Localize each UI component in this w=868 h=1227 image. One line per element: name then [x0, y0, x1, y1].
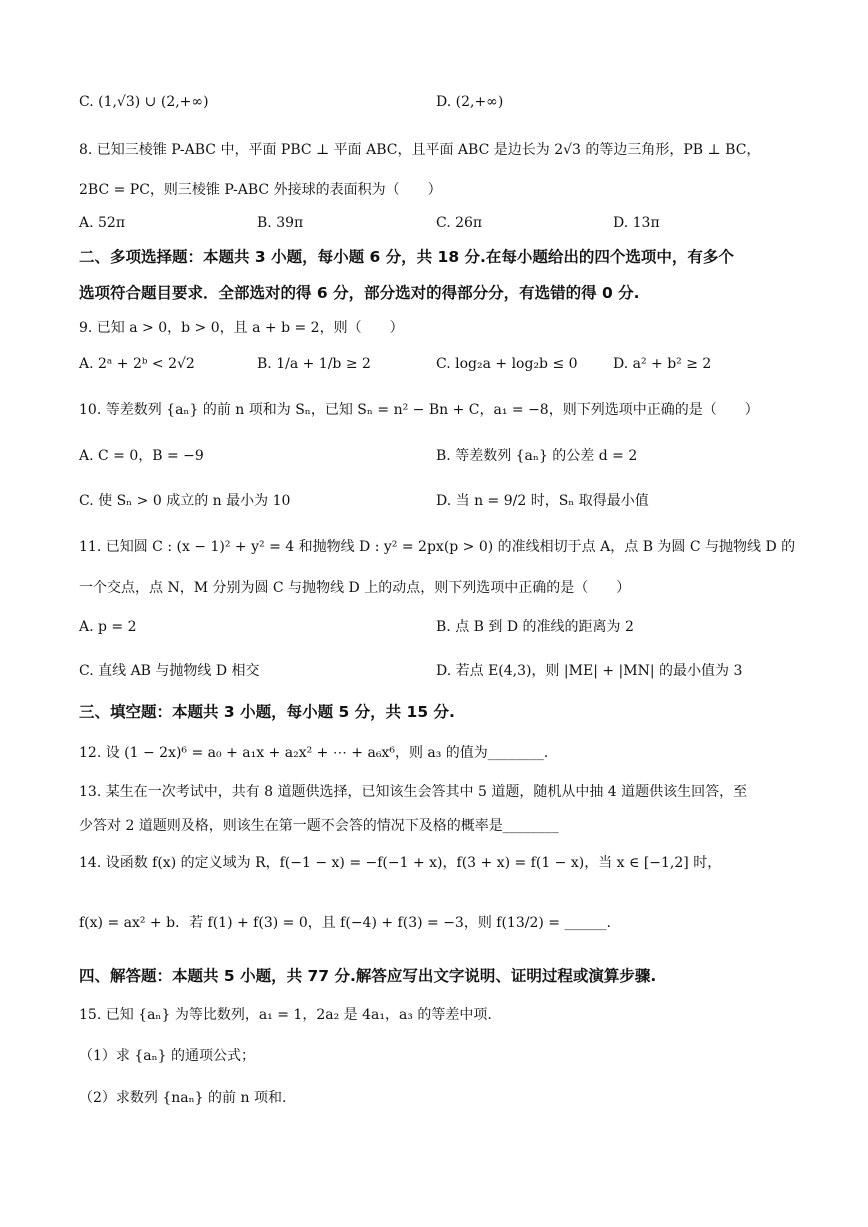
q9-option-d: D. a² + b² ≥ 2 [613, 356, 712, 372]
q13-text-line2: 少答对 2 道题则及格，则该生在第一题不会答的情况下及格的概率是________ [79, 818, 559, 834]
section3-heading: 三、填空题：本题共 3 小题，每小题 5 分，共 15 分. [79, 703, 455, 721]
q11-option-b: B. 点 B 到 D 的准线的距离为 2 [436, 619, 634, 635]
q11-option-d: D. 若点 E(4,3)，则 |ME| + |MN| 的最小值为 3 [436, 663, 743, 679]
q9-text: 9. 已知 a > 0，b > 0，且 a + b = 2，则（ ） [79, 320, 404, 336]
q8-option-d: D. 13π [613, 215, 660, 231]
q8-text-line2: 2BC = PC，则三棱锥 P-ABC 外接球的表面积为（ ） [79, 182, 442, 198]
q11-option-c: C. 直线 AB 与抛物线 D 相交 [79, 663, 260, 679]
q10-text: 10. 等差数列 {aₙ} 的前 n 项和为 Sₙ，已知 Sₙ = n² − Bn + C，a₁ = −8，则下列选项中正确的是（ ） [79, 402, 759, 418]
q15-text: 15. 已知 {aₙ} 为等比数列，a₁ = 1，2a₂ 是 4a₁，a₃ 的等差中项. [79, 1007, 492, 1023]
q9-option-b: B. 1/a + 1/b ≥ 2 [257, 356, 371, 372]
q7-option-d: D. (2,+∞) [436, 94, 504, 110]
q12-text: 12. 设 (1 − 2x)⁶ = a₀ + a₁x + a₂x² + ⋯ + a₆x⁶，则 a₃ 的值为________. [79, 745, 549, 761]
q10-option-b: B. 等差数列 {aₙ} 的公差 d = 2 [436, 448, 638, 464]
q15-part2: （2）求数列 {naₙ} 的前 n 项和. [79, 1090, 287, 1106]
q8-text-line1: 8. 已知三棱锥 P-ABC 中，平面 PBC ⊥ 平面 ABC，且平面 ABC 是边长为 2√3 的等边三角形，PB ⊥ BC， [79, 142, 761, 158]
q11-text-line2: 一个交点，点 N，M 分别为圆 C 与抛物线 D 上的动点，则下列选项中正确的是（ ） [79, 580, 631, 596]
q8-option-a: A. 52π [79, 215, 126, 231]
q8-option-c: C. 26π [436, 215, 483, 231]
q10-option-d: D. 当 n = 9/2 时，Sₙ 取得最小值 [436, 493, 649, 509]
section2-heading-line2: 选项符合题目要求．全部选对的得 6 分，部分选对的得部分分，有选错的得 0 分. [79, 284, 640, 302]
q14-text-line2: f(x) = ax² + b．若 f(1) + f(3) = 0，且 f(−4) + f(3) = −3，则 f(13/2) = ______. [79, 915, 611, 931]
q10-option-c: C. 使 Sₙ > 0 成立的 n 最小为 10 [79, 493, 291, 509]
q8-option-b: B. 39π [257, 215, 304, 231]
q9-option-c: C. log₂a + log₂b ≤ 0 [436, 356, 578, 372]
q14-text-line1: 14. 设函数 f(x) 的定义域为 R，f(−1 − x) = −f(−1 + x)，f(3 + x) = f(1 − x)，当 x ∈ [−1,2] 时， [79, 855, 722, 871]
section2-heading-line1: 二、多项选择题：本题共 3 小题，每小题 6 分，共 18 分.在每小题给出的四个选项中，有多个 [79, 248, 734, 266]
q11-text-line1: 11. 已知圆 C : (x − 1)² + y² = 4 和抛物线 D : y² = 2px(p > 0) 的准线相切于点 A，点 B 为圆 C 与抛物线 D 的 [79, 539, 796, 555]
section4-heading: 四、解答题：本题共 5 小题，共 77 分.解答应写出文字说明、证明过程或演算步骤. [79, 967, 657, 985]
q11-option-a: A. p = 2 [79, 619, 137, 635]
q10-option-a: A. C = 0，B = −9 [79, 448, 204, 464]
q7-option-c: C. (1,√3) ∪ (2,+∞) [79, 94, 209, 110]
q15-part1: （1）求 {aₙ} 的通项公式； [79, 1048, 256, 1064]
q9-option-a: A. 2ᵃ + 2ᵇ < 2√2 [79, 356, 195, 372]
q13-text-line1: 13. 某生在一次考试中，共有 8 道题供选择，已知该生会答其中 5 道题，随机从中抽 4 道题供该生回答，至 [79, 784, 748, 800]
